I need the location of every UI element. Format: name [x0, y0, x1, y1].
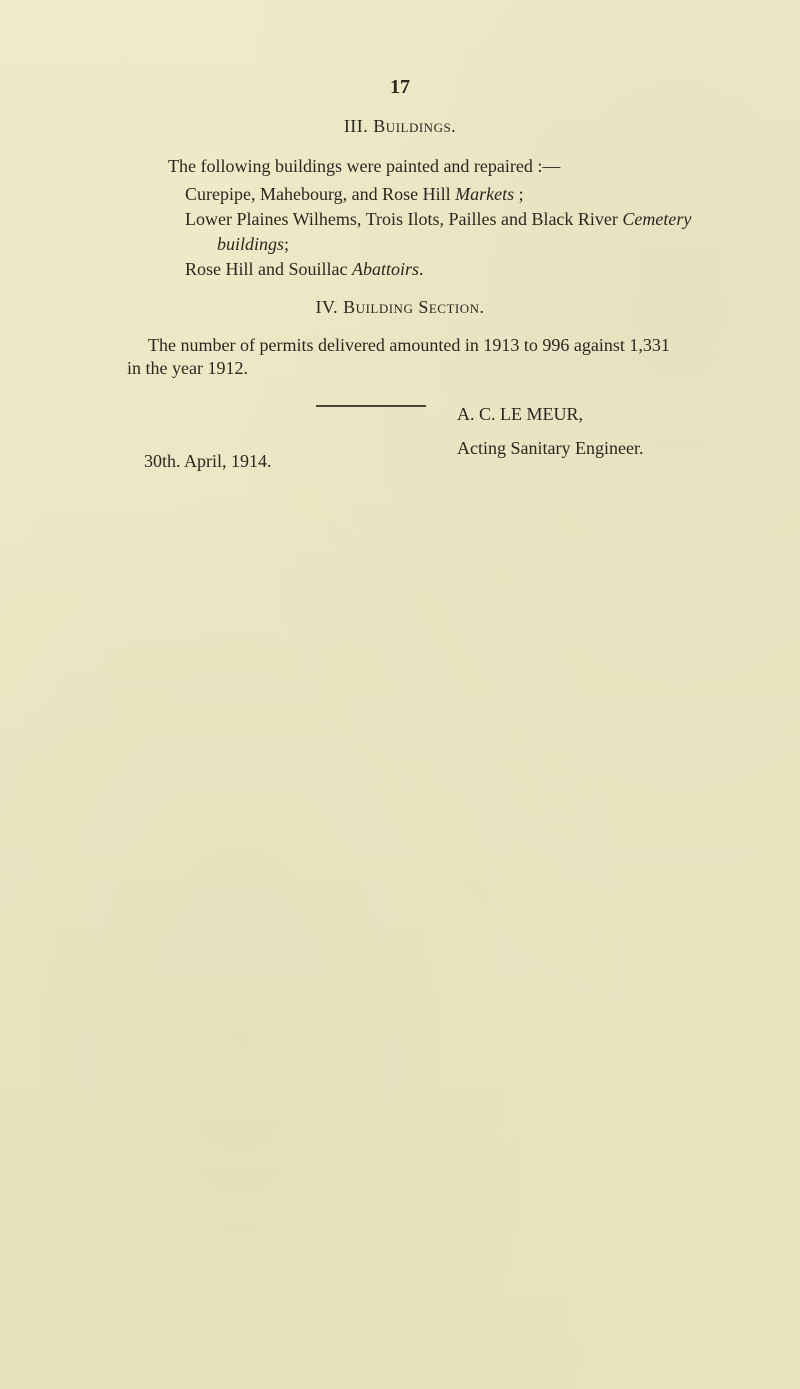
- section-iii-intro: The following buildings were painted and repaired :—: [168, 156, 561, 176]
- markets-line-end: ;: [514, 184, 524, 204]
- abattoirs-line-text: Rose Hill and Souillac: [185, 259, 352, 279]
- markets-italic: Markets: [455, 184, 515, 204]
- buildings-italic: buildings: [217, 234, 285, 254]
- markets-line-text: Curepipe, Mahebourg, and Rose Hill: [185, 184, 456, 204]
- signature-date: 30th. April, 1914.: [144, 451, 272, 471]
- section-iv-heading: IV. Building Section.: [315, 297, 485, 317]
- section-iv-paragraph-line-2: in the year 1912.: [127, 358, 248, 378]
- abattoirs-line: [185, 258, 424, 280]
- page-number: 17: [390, 76, 410, 98]
- abattoirs-line-end: .: [419, 259, 424, 279]
- cemetery-italic: Cemetery: [622, 209, 692, 229]
- section-iv-paragraph-line-1: The number of permits delivered amounted in 1913 to 996 against 1,331: [148, 335, 670, 355]
- cemetery-line-text: Lower Plaines Wilhems, Trois Ilots, Pailles and Black River: [185, 209, 623, 229]
- cemetery-line: [185, 208, 691, 230]
- buildings-line: [217, 233, 289, 255]
- signatory-name: A. C. LE MEUR,: [457, 404, 583, 424]
- section-iii-heading: III. Buildings.: [343, 116, 457, 136]
- markets-line: [185, 183, 524, 205]
- abattoirs-italic: Abattoirs: [351, 259, 419, 279]
- buildings-line-end: ;: [284, 234, 290, 254]
- closing-rule: [316, 405, 426, 407]
- signatory-title: Acting Sanitary Engineer.: [457, 438, 644, 458]
